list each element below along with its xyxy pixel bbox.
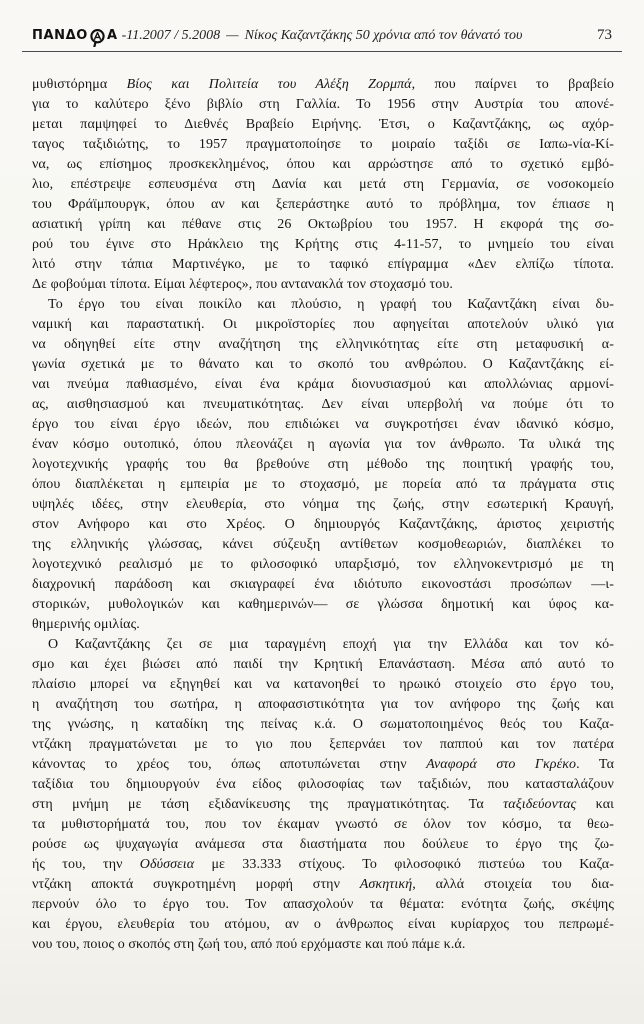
body-text-run: πλαίσιο μπορεί να εξηγηθεί και να κατανοηθεί το ηρωικό στοιχείο στο έργο του, xyxy=(32,677,614,692)
body-text-run: υψηλές ιδέες, στην ελευθερία, στο νόημα της ζωής, στην εσωτερική Κραυγή, xyxy=(32,497,614,512)
book-title-text: Βίος και Πολιτεία του Αλέξη Ζορμπά xyxy=(126,77,412,92)
text-line xyxy=(32,735,614,755)
issue-info: -11.2007 / 5.2008 xyxy=(121,27,221,43)
body-text-run: να, ως επίσημος προσκεκλημένος, όπου και αρρώστησε από το σχετικό εμβό- xyxy=(32,157,614,172)
text-line xyxy=(32,455,614,475)
text-line xyxy=(32,335,614,355)
text-line xyxy=(32,895,614,915)
body-text-run: έναν κόσμο ουτοπικό, όπου πλεονάζει η αγωνία για τον άνθρωπο. Τα υλικά της xyxy=(32,437,614,452)
body-text-run: στορικών, μυθολογικών και καθημερινών— σε γλώσσα δημοτική και ύφος κα- xyxy=(32,597,614,612)
body-text-run: ασιατική γρίπη και πέθανε στις 26 Οκτωβρίου του 1957. Η εκφορά της σο- xyxy=(32,217,614,232)
book-title-text: Ασκητική xyxy=(359,877,413,892)
body-text-run: γωνία σχετικά με το θάνατο και το σκοπό του ανθρώπου. Ο Καζαντζάκης εί- xyxy=(32,357,614,372)
body-text-run: . Τα xyxy=(576,757,614,772)
body-text-run: λογοτεχνικής γραφής του θα βρεθούνε στη μέθοδο της ποιητική γραφής του, xyxy=(32,457,614,472)
text-line xyxy=(32,155,614,175)
body-text-run: σμο και έχει βιώσει από παιδί την Κρητική Επανάσταση. Μέσα από αυτό το xyxy=(32,657,614,672)
text-line xyxy=(32,375,614,395)
body-text-run: λογοτεχνικό ρεαλισμό με το φιλοσοφικό υπαρξισμό, τον ελληνοκεντρισμό με τη xyxy=(32,557,614,572)
body-text-run: θημερινής ομιλίας. xyxy=(32,617,140,632)
text-line xyxy=(32,315,614,335)
text-line xyxy=(32,635,614,655)
logo-text-right: Α xyxy=(106,27,118,43)
text-line xyxy=(32,555,614,575)
text-line xyxy=(32,515,614,535)
pandora-logo-icon xyxy=(87,29,108,47)
body-text-run: ρού του έγινε στο Ηράκλειο της Κρήτης στις 4-11-57, το μνημείο του είναι xyxy=(32,237,614,252)
text-line xyxy=(32,675,614,695)
pandora-logo xyxy=(32,26,118,44)
body-text-run: όπου διαπλέκεται η εμπειρία με το στοχασμό, με πορεία από τα πράγματα στις xyxy=(32,477,614,492)
body-text-run: περνούν όλο το έργο του. Τον απασχολούν τα θέματα: ενότητα ζωής, σκέψης xyxy=(32,897,614,912)
text-line xyxy=(32,655,614,675)
text-line xyxy=(32,415,614,435)
body-text-run: να οδηγηθεί είτε στην αναζήτηση της ελληνικότητας είτε στη μεταφυσική α- xyxy=(32,337,614,352)
body-text-run: Ο Καζαντζάκης ζει σε μια ταραγμένη εποχή για την Ελλάδα και τον κό- xyxy=(48,637,614,652)
logo-text-left: ΠΑΝΔΟ xyxy=(32,27,88,43)
text-line xyxy=(32,255,614,275)
text-line xyxy=(32,835,614,855)
body-text-run: για το καλύτερο ξένο βιβλίο στη Γαλλία. Το 1956 στην Αυστρία του απονέ- xyxy=(32,97,614,112)
text-line xyxy=(32,135,614,155)
body-text-run: της ελληνικής γλώσσας, κάνει σύζευξη αντίθετων κοσμοθεωριών, διαπλέκει το xyxy=(32,537,614,552)
body-text-run: στον Ανήφορο και στο Χρέος. Ο δημιουργός Καζαντζάκης, άριστος χειριστής xyxy=(32,517,614,532)
text-line xyxy=(32,235,614,255)
book-title-text: Αναφορά στο Γκρέκο xyxy=(426,757,577,772)
paragraph xyxy=(32,75,614,295)
text-line xyxy=(32,915,614,935)
body-text-run: ταξίδια του δημιουργούν ένα είδος φιλοσοφίας των ταξιδιών, που κατασταλάζουν xyxy=(32,777,614,792)
body-text-run: κάνοντας το χρέος του, όπως αποτυπώνεται στην xyxy=(32,757,427,772)
text-line xyxy=(32,575,614,595)
text-line xyxy=(32,95,614,115)
running-title: Νίκος Καζαντζάκης 50 χρόνια από τον θάνατό του xyxy=(244,27,523,43)
text-line xyxy=(32,935,614,955)
body-text-run: του Φράϊμπουργκ, όπου αν και ξεπεράστηκε αυτό το πρόβλημα, τον έπιασε η xyxy=(32,197,614,212)
body-text-run: ντζάκη πραγματώνεται με το γιο που ξεπερνάει τον παππού και τον πατέρα xyxy=(32,737,614,752)
body-text-run: διαχρονική παράδοση και σκιαγραφεί ένα ιδιότυπο εικονοστάσι προσώπων —ι- xyxy=(32,577,614,592)
text-line xyxy=(32,395,614,415)
page-number: 73 xyxy=(597,26,612,43)
text-line xyxy=(32,535,614,555)
text-line xyxy=(32,435,614,455)
text-line xyxy=(32,115,614,135)
header-rule xyxy=(22,51,622,52)
body-text-run: ής του, την xyxy=(32,857,140,872)
text-line xyxy=(32,495,614,515)
body-text-run: Δε φοβούμαι τίποτα. Είμαι λέφτερος», που αντανακλά τον στοχασμό του. xyxy=(32,277,454,292)
text-line xyxy=(32,355,614,375)
paragraph xyxy=(32,295,614,635)
text-line xyxy=(32,715,614,735)
paragraph xyxy=(32,635,614,955)
book-title-text: ταξιδεύοντας xyxy=(503,797,577,812)
body-text-run: στη μνήμη με τάση εξιδανίκευσης της πραγματικότητας. Τα xyxy=(32,797,504,812)
text-line xyxy=(32,75,614,95)
header-dash: — xyxy=(226,27,239,43)
page-header xyxy=(32,26,614,44)
body-text-run: ναι πνεύμα παθιασμένο, είναι ένα κράμα διονυσιασμού και απολλώνιας αρμονί- xyxy=(32,377,614,392)
body-text-run: ταγος ταξιδιώτης, το 1957 πραγματοποίησε το μοιραίο ταξίδι σε Ιαπω-νία-Κί- xyxy=(32,137,614,152)
book-title-text: Οδύσσεια xyxy=(139,857,195,872)
text-line xyxy=(32,875,614,895)
body-text-run: λιτό στην τάπια Μαρτινέγκο, με το ταφικό επίγραμμα «Δεν ελπίζω τίποτα. xyxy=(32,257,614,272)
body-text-run: , που παίρνει το βραβείο xyxy=(411,77,614,92)
body-text-run: τα μυθιστορήματά του, που τον έκαμαν γνωστό σε όλον τον κόσμο, τα θεω- xyxy=(32,817,614,832)
body-text-run: ναμική και παραστατική. Οι μικροϊστορίες που αφηγείται αποτελούν υλικό για xyxy=(32,317,614,332)
text-line xyxy=(32,595,614,615)
body-text-run: με 33.333 στίχους. Το φιλοσοφικό πιστεύω του Καζα- xyxy=(194,857,614,872)
text-line xyxy=(32,815,614,835)
text-line xyxy=(32,775,614,795)
text-line xyxy=(32,175,614,195)
body-text-run: , αλλά στοιχεία του δια- xyxy=(412,877,614,892)
text-line xyxy=(32,295,614,315)
text-line xyxy=(32,755,614,775)
body-text-run: και xyxy=(576,797,614,812)
body-text-run: η αναζήτηση του σωτήρα, η αποφασιστικότητα για τον ανήφορο της ζωής και xyxy=(32,697,614,712)
body-text-run: και έργου, ελευθερία του ατόμου, αν ο άνθρωπος είναι κυρίαρχος του πεπρωμέ- xyxy=(32,917,614,932)
text-line xyxy=(32,695,614,715)
text-line xyxy=(32,615,614,635)
body-text-run: λιο, επέστρεψε εσπευσμένα στη Δανία και μετά στη Γερμανία, σε νοσοκομείο xyxy=(32,177,614,192)
body-text-run: έργο του είναι έργο ιδεών, που επιδιώκει να συγκροτήσει έναν ιδανικό κόσμο, xyxy=(32,417,614,432)
body-text-run: της γνώσης, η καταδίκη της πείνας κ.ά. Ο σωματοποιημένος θεός του Καζα- xyxy=(32,717,614,732)
text-line xyxy=(32,475,614,495)
body-text-run: ρούσε ως ψυχαγωγία ανάμεσα στα διαστήματα που δούλευε το έργο της ζω- xyxy=(32,837,614,852)
body-text-run: μυθιστόρημα xyxy=(32,77,127,92)
text-line xyxy=(32,795,614,815)
text-line xyxy=(32,275,614,295)
body-text-run: ας, αισθησιασμού και πνευματικότητας. Δεν είναι υπερβολή να πούμε ότι το xyxy=(32,397,614,412)
text-line xyxy=(32,855,614,875)
document-body xyxy=(32,75,614,955)
body-text-run: νου του, ποιος ο σκοπός στη ζωή του, από πού ερχόμαστε και πού πάμε κ.ά. xyxy=(32,937,466,952)
text-line xyxy=(32,215,614,235)
body-text-run: ντζάκη αποκτά συγκροτημένη μορφή στην xyxy=(32,877,360,892)
text-line xyxy=(32,195,614,215)
body-text-run: μεται παμψηφεί το Διεθνές Βραβείο Ειρήνης. Έτσι, ο Καζαντζάκης, ως αχόρ- xyxy=(32,117,614,132)
body-text-run: Το έργο του είναι ποικίλο και πλούσιο, η γραφή του Καζαντζάκη είναι δυ- xyxy=(48,297,614,312)
